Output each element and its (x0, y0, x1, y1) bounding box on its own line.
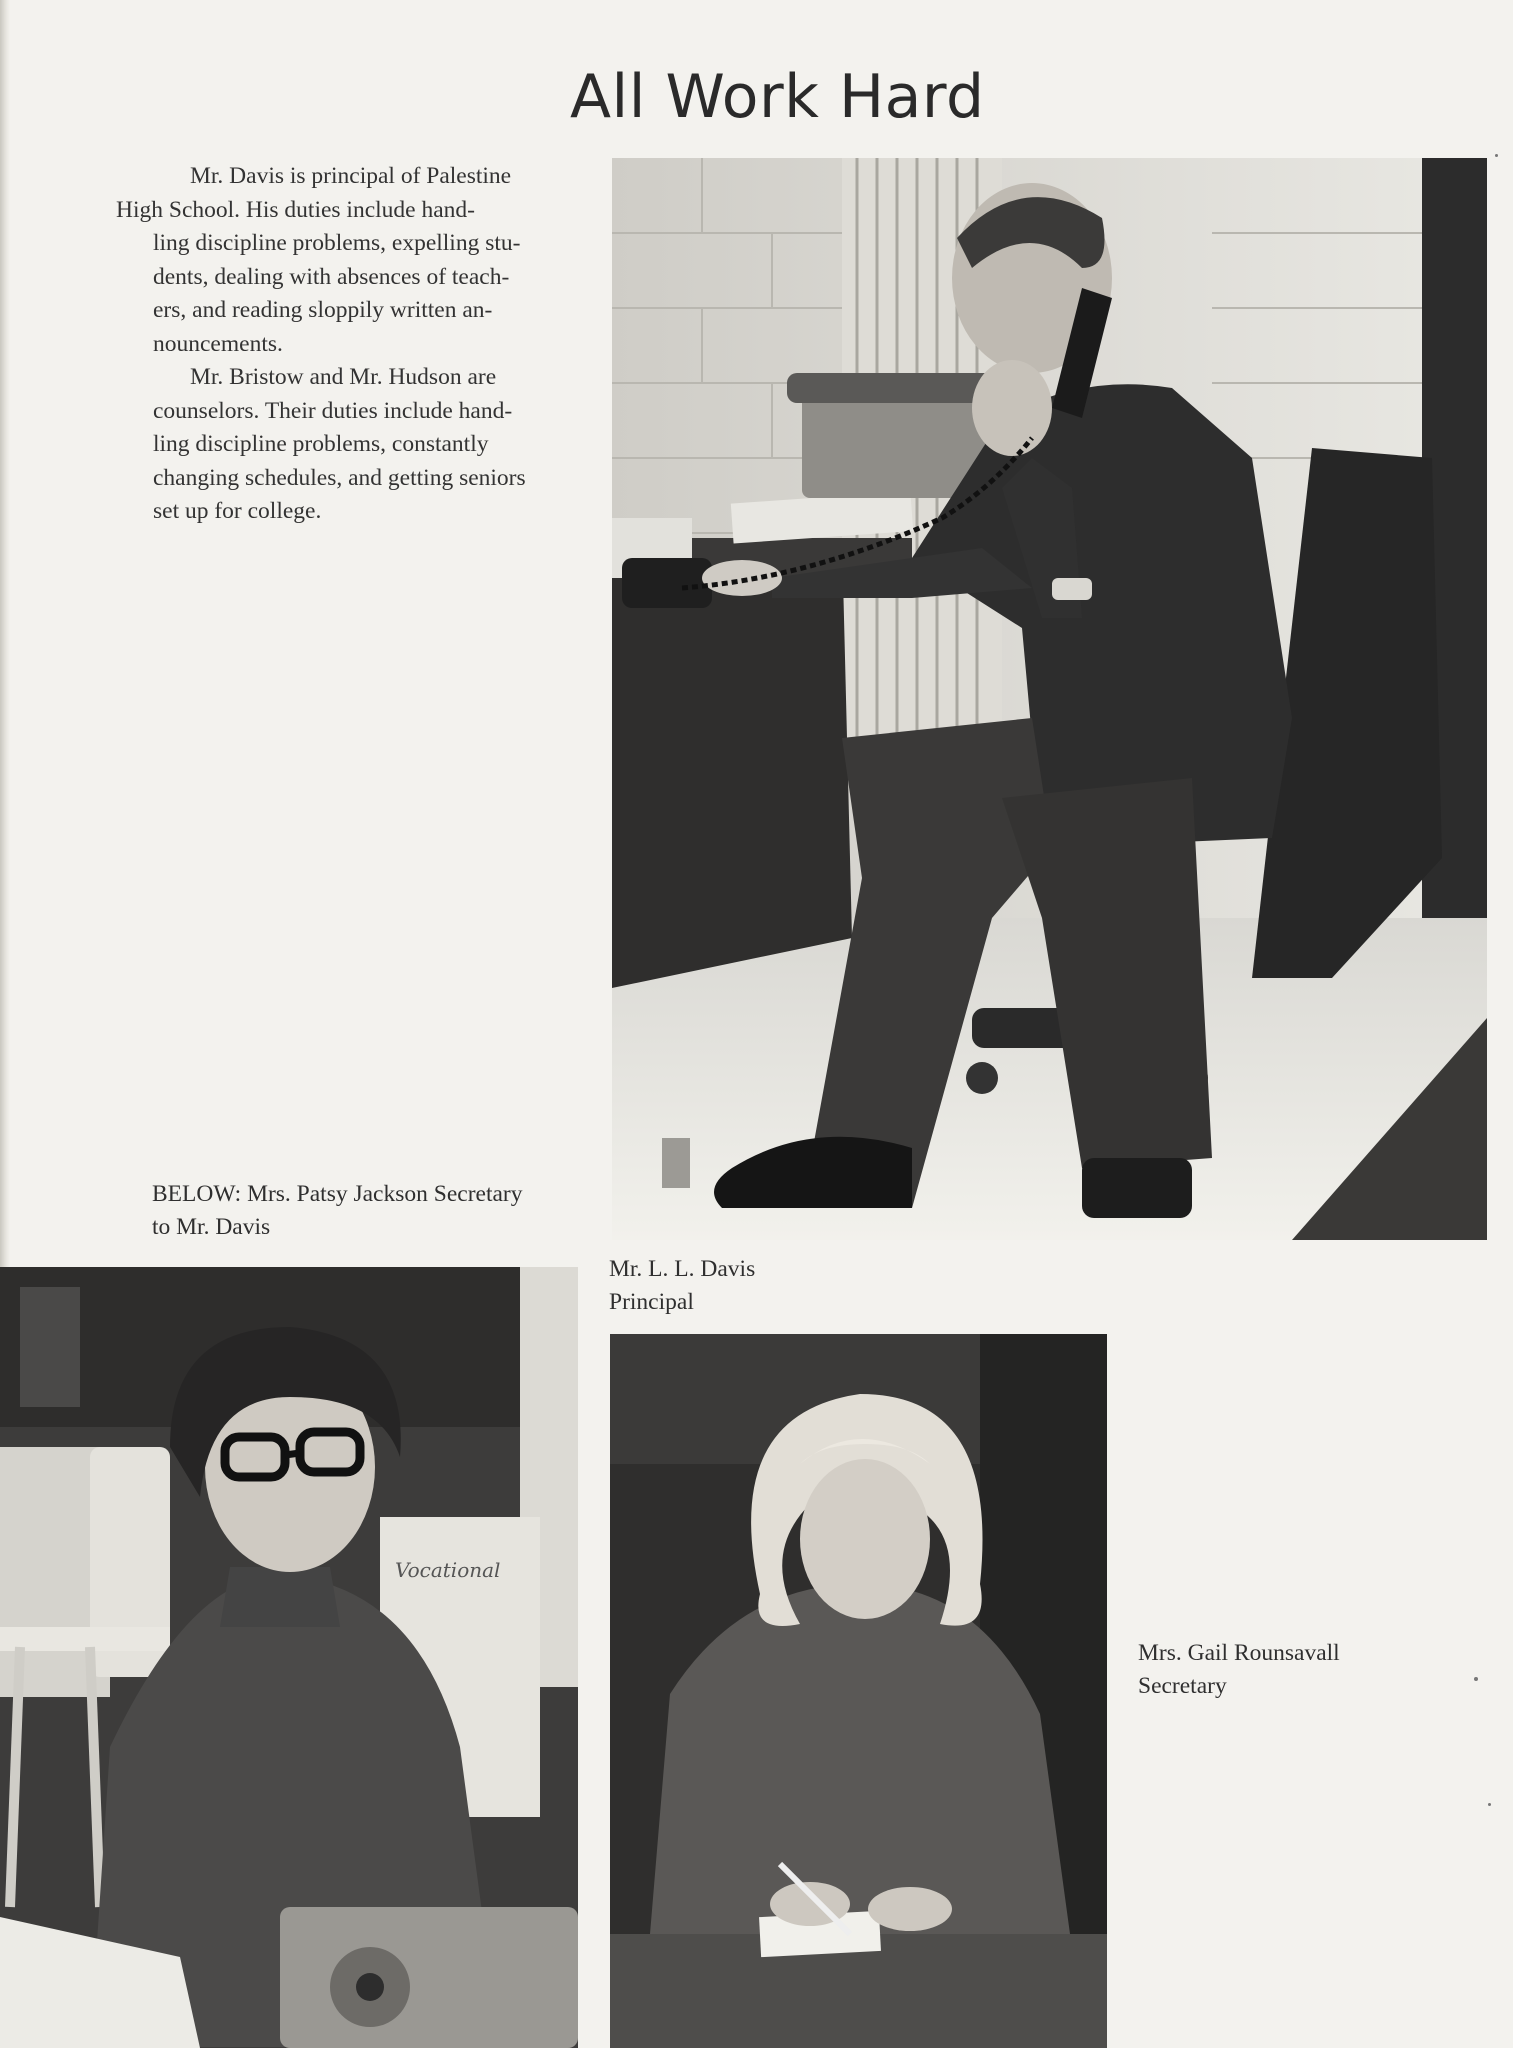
text-line: ling discipline problems, expelling stu- (153, 230, 521, 256)
text-line: High School. His duties include hand- (116, 196, 475, 223)
photo-principal (612, 158, 1487, 1240)
text-line: ers, and reading sloppily written an- (153, 297, 493, 323)
print-speck (1474, 1677, 1478, 1681)
caption-principal (609, 1253, 869, 1319)
photo-secretary-rounsavall-illustration (610, 1334, 1107, 2048)
caption-rounsavall (1138, 1637, 1468, 1703)
svg-text:Vocational: Vocational (395, 1558, 501, 1582)
photo-secretary-jackson-illustration (0, 1267, 578, 2048)
text-line: nouncements. (153, 330, 283, 357)
text-line: counselors. Their duties include hand- (153, 397, 513, 424)
print-speck (1495, 154, 1498, 157)
photo-secretary-rounsavall (610, 1334, 1107, 2048)
caption-line: Principal (609, 1289, 694, 1315)
caption-line: Mrs. Gail Rounsavall (1138, 1640, 1340, 1666)
body-text (116, 160, 598, 529)
caption-line: to Mr. Davis (152, 1214, 271, 1240)
photo-principal-illustration (612, 158, 1487, 1240)
paragraph-counselors (153, 361, 598, 529)
caption-below-jackson (152, 1178, 592, 1244)
text-line: Mr. Davis is principal of Palestine (190, 163, 512, 189)
page-title: All Work Hard (570, 62, 985, 132)
paragraph-principal (116, 160, 598, 361)
text-line: dents, dealing with absences of teach- (153, 263, 510, 290)
text-line: changing schedules, and getting seniors (153, 464, 526, 491)
caption-line: Secretary (1138, 1673, 1227, 1699)
caption-line: Mr. L. L. Davis (609, 1256, 756, 1282)
text-line: set up for college. (153, 498, 322, 524)
caption-line: BELOW: Mrs. Patsy Jackson Secretary (152, 1181, 523, 1207)
photo-secretary-jackson (0, 1267, 578, 2048)
text-line: ling discipline problems, constantly (153, 431, 489, 457)
text-line: Mr. Bristow and Mr. Hudson are (190, 364, 497, 390)
print-speck (1488, 1803, 1491, 1806)
